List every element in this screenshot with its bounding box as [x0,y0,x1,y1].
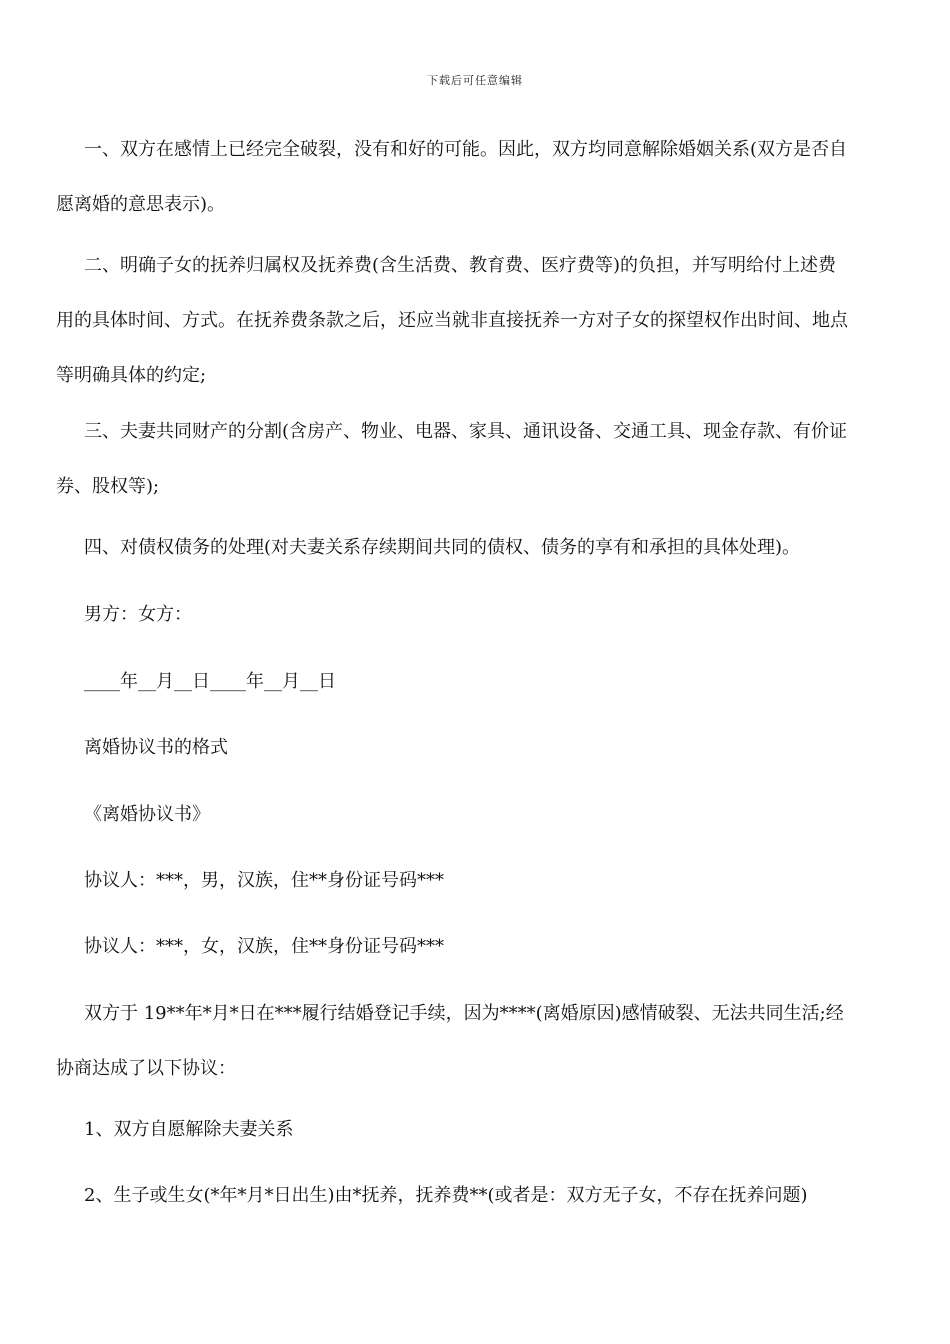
paragraph-line: 券、股权等); [56,476,160,497]
paragraph-line: 四、对债权债务的处理(对夫妻关系存续期间共同的债权、债务的享有和承担的具体处理)。 [84,537,801,558]
paragraph-2 [56,238,904,403]
paragraph-line: 离婚协议书的格式 [84,737,228,758]
agreement-item-1 [84,1102,904,1157]
signature-dates [84,654,904,709]
paragraph-line: 协商达成了以下协议： [56,1058,236,1079]
paragraph-3 [56,404,904,514]
paragraph-marriage-info [56,986,904,1096]
paragraph-line: 愿离婚的意思表示)。 [56,194,226,215]
paragraph-line: 协议人：***，男，汉族，住**身份证号码*** [84,870,444,891]
paragraph-line: 男方：女方： [84,604,192,625]
paragraph-line: ____年__月__日____年__月__日 [84,671,336,692]
paragraph-line: 2、生子或生女(*年*月*日出生)由*抚养，抚养费**(或者是：双方无子女，不存在抚养问题) [84,1185,808,1206]
paragraph-4 [84,520,904,575]
agreement-item-2 [84,1168,904,1223]
paragraph-line: 双方于 19**年*月*日在***履行结婚登记手续，因为****(离婚原因)感情破裂、无法共同生活;经 [84,1003,844,1024]
paragraph-line: 等明确具体的约定; [56,365,207,386]
paragraph-line: 一、双方在感情上已经完全破裂，没有和好的可能。因此，双方均同意解除婚姻关系(双方是否自 [84,139,848,160]
section-heading [84,720,904,775]
paragraph-line: 1、双方自愿解除夫妻关系 [84,1119,294,1140]
paragraph-line: 《离婚协议书》 [84,804,210,825]
party-female [84,919,904,974]
signature-parties [84,587,904,642]
paragraph-line: 协议人：***，女，汉族，住**身份证号码*** [84,936,444,957]
paragraph-1 [56,122,904,232]
paragraph-line: 用的具体时间、方式。在抚养费条款之后，还应当就非直接抚养一方对子女的探望权作出时间、地点 [56,310,848,331]
header-note: 下载后可任意编辑 [427,74,523,87]
party-male [84,853,904,908]
paragraph-line: 三、夫妻共同财产的分割(含房产、物业、电器、家具、通讯设备、交通工具、现金存款、有价证 [84,421,848,442]
paragraph-line: 二、明确子女的抚养归属权及抚养费(含生活费、教育费、医疗费等)的负担，并写明给付上述费 [84,255,837,276]
document-title [84,787,904,842]
